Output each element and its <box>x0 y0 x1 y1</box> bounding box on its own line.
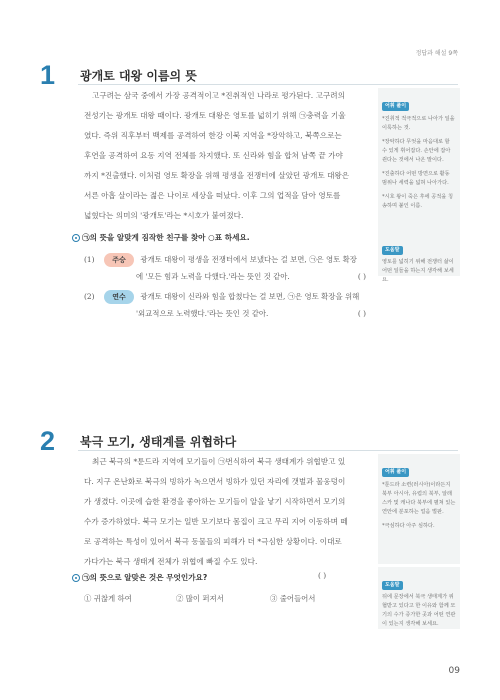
tip-text: 영토를 넓히기 위해 전쟁터 삶이 어떤 일들을 하는지 생각해 보세요. <box>382 259 454 283</box>
section-1-rule <box>78 84 458 85</box>
question-1 <box>72 232 250 243</box>
section-1-title: 광개토 대왕 이름의 뜻 <box>80 69 197 83</box>
option-line: 에 '모든 힘과 노력을 다했다.'라는 뜻인 것 같아. <box>136 272 290 281</box>
passage-line: 고구려는 삼국 중에서 가장 공격적이고 *진취적인 나라로 평가된다. 고구려의 <box>92 91 345 100</box>
passage-line: 수가 증가하였다. 북극 모기는 일반 모기보다 몸집이 크고 무리 지어 이동하며 떼 <box>84 517 348 526</box>
option-number: (1) <box>84 255 95 264</box>
passage-line: 후연을 공격하여 요동 지역 전체를 차지했다. 또 신라와 힘을 합쳐 남쪽 끝 가야 <box>84 151 343 160</box>
passage-line: 넓혔다는 의미의 '광개토'라는 *시호가 붙여졌다. <box>84 211 244 220</box>
vocabulary-sidebar-1 <box>378 88 460 248</box>
passage-line: 서른 아홉 살이라는 젊은 나이로 세상을 떠났다. 이후 그의 업적을 담아 영토를 <box>84 191 341 200</box>
section-2-passage <box>84 452 374 572</box>
vocabulary-note: *시호 왕이 죽은 후에 공적을 칭송하며 붙인 이름. <box>382 194 453 209</box>
tip-chip: 도움말 <box>382 246 403 255</box>
page-number: 09 <box>448 666 460 676</box>
vocabulary-note: *툰드라 소련(러시아)이라든지 북부 아시아, 유럽의 북부, 알래스카 및 캐나다 북부에 펼쳐 있는 연안에 분포하는 얼음 벌판. <box>382 482 456 515</box>
question-target-icon <box>72 574 80 582</box>
section-1-number: 1 <box>40 60 56 90</box>
passage-line: 로 공격하는 특성이 있어서 북극 동물들의 피해가 더 *극심한 상황이다. 이대로 <box>84 537 342 546</box>
choice-2[interactable]: ② 많이 퍼져서 <box>176 594 224 603</box>
question-2-text: ㉠의 뜻으로 알맞은 것은 무엇인가요? <box>82 573 208 582</box>
speaker-badge-yeonsu: 연수 <box>104 290 134 304</box>
question-1-text: ㉠의 뜻을 알맞게 짐작한 친구를 찾아 ○표 하세요. <box>82 233 250 242</box>
passage-line: 까지 *진출했다. 이처럼 영토 확장을 위해 평생을 전쟁터에 살았던 광개토 대왕은 <box>84 171 350 180</box>
passage-line: 전성기는 광개토 대왕 때이다. 광개토 대왕은 영토를 넓히기 위해 ㉠충력을 기울 <box>84 111 346 120</box>
vocabulary-chip: 어휘 풀이 <box>382 468 409 477</box>
tip-sidebar-1 <box>378 232 460 283</box>
section-1-passage <box>84 86 374 226</box>
tip-chip: 도움말 <box>382 581 403 590</box>
vocabulary-chip: 어휘 풀이 <box>382 102 409 111</box>
vocabulary-note: *진취적 적극적으로 나아가 일을 이룩하는 것. <box>382 116 455 131</box>
passage-line: 가 생겼다. 이곳에 습한 환경을 좋아하는 모기들이 알을 낳기 시작하면서 모기의 <box>84 497 346 506</box>
choice-1[interactable]: ① 귀찮게 하여 <box>84 594 132 603</box>
answer-option-2-cont <box>136 304 366 323</box>
tip-text: 뒤에 문장에서 북극 생태계가 위협받고 있다고 한 이유와 함께 모기의 수가 증가한 곳과 어떤 연관이 있는지 생각해 보세요. <box>382 594 456 627</box>
tip-sidebar-2 <box>378 567 460 629</box>
answer-blank[interactable]: ( ) <box>318 571 327 580</box>
speaker-badge-jooseung: 주승 <box>104 253 134 267</box>
option-line: 광개토 대왕이 신라와 힘을 합쳤다는 걸 보면, ㉠은 영토 확장을 위해 <box>140 292 360 301</box>
answer-blank[interactable]: ( ) <box>357 272 366 281</box>
answer-page-label: 정답과 해설 9쪽 <box>415 50 458 57</box>
answer-blank[interactable]: ( ) <box>357 309 366 318</box>
vocabulary-note: *진출하다 어떤 방면으로 활동 범위나 세력을 넓혀 나아가다. <box>382 171 450 186</box>
answer-option-1-cont <box>136 267 366 286</box>
question-target-icon <box>72 234 80 242</box>
passage-line: 다. 지구 온난화로 북극의 빙하가 녹으면서 빙하가 있던 자리에 갯벌과 물웅덩이 <box>84 477 346 486</box>
passage-line: 최근 북극의 *툰드라 지역에 모기들이 ㉠번식하여 북극 생태계가 위협받고 있 <box>92 457 346 466</box>
option-number: (2) <box>84 292 95 301</box>
section-2-number: 2 <box>40 426 56 456</box>
choice-3[interactable]: ③ 줄어들어서 <box>270 594 316 603</box>
passage-line: 가다가는 북극 생태계 전체가 위협에 빠질 수도 있다. <box>84 557 258 566</box>
section-2-rule <box>78 450 458 451</box>
question-2 <box>72 572 207 583</box>
vocabulary-sidebar-2 <box>378 454 460 564</box>
option-line: '외교적으로 노력했다.'라는 뜻인 것 같아. <box>136 309 269 318</box>
vocabulary-note: *극심하다 아주 심하다. <box>382 523 435 529</box>
option-line: 광개토 대왕이 평생을 전쟁터에서 보냈다는 걸 보면, ㉠은 영토 확장 <box>140 255 357 264</box>
passage-line: 였다. 즉위 직후부터 백제를 공격하여 한강 이북 지역을 *장악하고, 북쪽으로는 <box>84 131 342 140</box>
section-2-title: 북극 모기, 생태계를 위협하다 <box>80 435 237 449</box>
vocabulary-note: *장악하다 무엇을 마음대로 할 수 있게 휘어잡다. 손안에 잡아 쥔다는 것에서 나온 말이다. <box>382 139 451 163</box>
